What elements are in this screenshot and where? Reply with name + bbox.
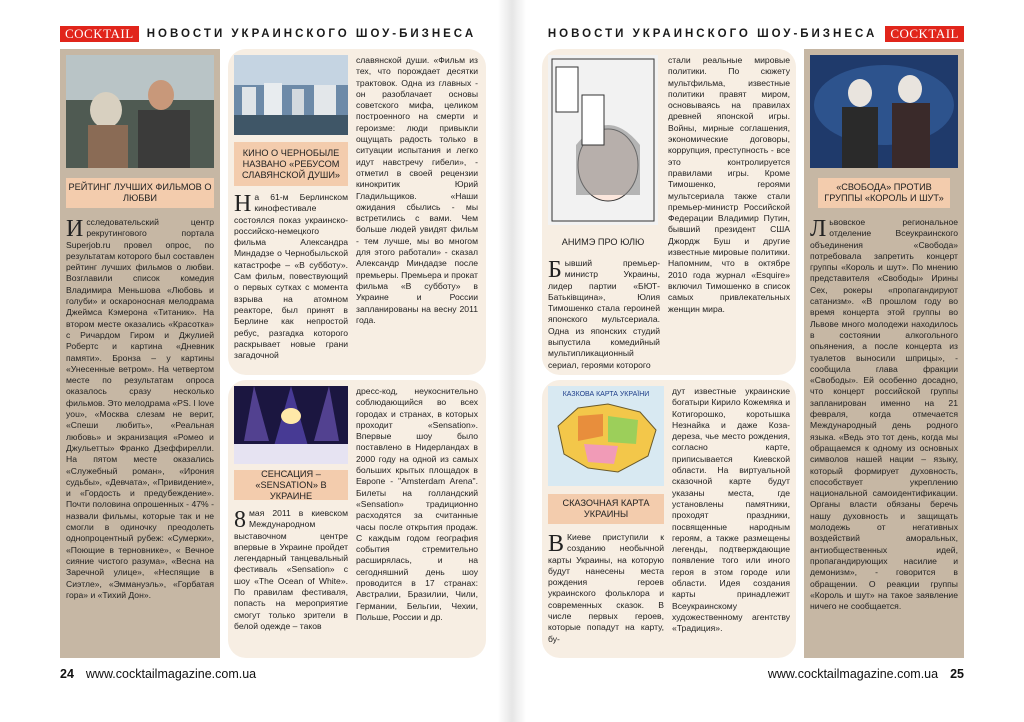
fairy-map-image [548,386,664,486]
fairy-map-text-a: В Киеве приступили к созданию необычной карты Украины, на которую будут нанесены места рождения героев украинского фольклора и современных сказок. В числе первых героев, которые попадут на карту, бу- [548,532,664,644]
sensation-caption: СЕНСАЦИЯ – «SENSATION» В УКРАИНЕ [234,470,348,500]
dropcap: И [66,217,84,242]
dropcap: Н [234,192,252,217]
band-photo [810,55,958,168]
dropcap: В [548,532,565,557]
band-caption: «СВОБОДА» ПРОТИВ ГРУППЫ «КОРОЛЬ И ШУТ» [818,178,950,208]
love-film-caption: РЕЙТИНГ ЛУЧШИХ ФИЛЬМОВ О ЛЮБВИ [66,178,214,208]
dropcap: 8 [234,508,246,533]
love-film-text: Исследовательский центр рекрутингового портала Superjob.ru провел опрос, по результатам которого был составлен рейтинг лучших фильмов о любви. Возглавили список комедия Владимира Меньшова «Любовь и голуби» и оскароносная мелодрама Джеймса Кэмерона «Титаник». На втором месте оказались «Красотка» с Ричардом Гиром и Джулией Робертс и картина «Дневник памяти». Бронза – у картины «Унесенные ветром». На четвертом месте по результатам опроса оказалось сразу несколько фильмов. Это мелодрама «PS. I love you», «Москва слезам не верит, «Спеши любить», «Реальная любовь» и экранизация «Ромео и Джульетты» Франко Дзеффирелли. На пятом месте оказались «Служебный роман», «Ирония судьбы», «Девчата», «Привидение», и «Гордость и предубеждение». Почти половина опрошенных - 47% - назвали фильмы, которые так и не смогли в одиночку преодолеть однопроцентный рубеж: «Сумерки», «Поющие в терновнике», « Вечное сияние чистого разума», «Весна на Заречной улице», «Неспящие в Сиэтле», «Эммануэль», «Горбатая гора» и «Тихий Дон». [66,217,214,600]
chernobyl-text-b: славянской души. «Фильм из тех, что порождает десятки трактовок. Одна из главных - он разоблачает основы советского мифа, целиком построенного на смерти и героизме: люди привыкли ощущать радость только в ситуации испытания и легко идут навстречу гибели», - отметил в своей рецензии кинокритик Юрий Гладильщиков. «Наши ожидания сбылись - мы встретились с вами. Чем больше людей увидят фильм - тем лучше, мы во многом для этого работали» - сказал Александр Миндадзе после премьеры. Премьера и прокат фильма «В субботу» в Украине и России запланированы на весну 2011 года. [356,55,478,325]
chernobyl-text-a: На 61-м Берлинском кинофестивале состоялся показ украинско-российско-немецкого фильма Александра Миндадзе о Чернобыльской катастрофе – «В субботу». Сам фильм, повествующий о первых сутках с момента взрыва на атомном реакторе, был принят в Берлине как непростой ребус, разгадка которого раскрывает новые грани загадочной [234,192,348,361]
page-number: 25 [950,667,964,681]
website-url: www.cocktailmagazine.com.ua [85,667,257,681]
header-left [60,26,484,42]
page-number: 24 [60,667,74,681]
love-film-photo [66,55,214,168]
sensation-text-b: дресс-код, неукоснительно соблюдающийся во всех городах и странах, в которых проходит «Sensation». Впервые шоу было поставлено в Нидерландах в 2000 году на одной из самых больших крытых площадок в Европе - "Amsterdam Arena". Билеты на голландский «Sensation» традиционно расходятся за считанные часы после открытия продаж. С каждым годом география события стремительно расширялась, и на сегодняшний день шоу проводится в 17 странах: Австралии, Бразилии, Чили, Германии, Бельгии, Чехии, Польше, России и др. [356,386,478,622]
section-title: НОВОСТИ УКРАИНСКОГО ШОУ-БИЗНЕСА [146,28,477,40]
sensation-text-a: 8 мая 2011 в киевском Международном выставочном центре впервые в Украине пройдет легендарный танцевальный фестиваль «Sensation» с шоу «The Ocean of White». По правилам фестиваля, попасть на мероприятие смогут только зрители в белой одежде – таков [234,508,348,631]
anime-text-a: Бывший премьер-министр Украины, лидер партии «БЮТ-Батьківщина», Юлия Тимошенко стала героиней японского мультсериала. Одна из японских студий выпустила комедийный мультипликационный сериал, героями которого [548,258,660,370]
dropcap: Л [810,217,827,242]
fairy-map-caption: СКАЗОЧНАЯ КАРТА УКРАИНЫ [548,494,664,524]
band-text: Львовское региональное отделение Всеукраинского объединения «Свобода» потребовала запретить концерт группы «Король и шут». По мнению представителя «Свободы» Ирины Сех, рокеры «пропагандируют сатанизм». «В прошлом году во время концерта этой группы во Львове много молодежи находилось в состоянии алкогольного опьянения, а после концерта из туалетов выносили шприцы», - сообщила глава фракции «Свободы». Ей особенно досадно, что концерт российской группы запланирован именно на 21 февраля, когда отмечается Международный день родного языка. «Ведь это тот день, когда мы обращаемся к одному из основных символов нашей нации – языку, который формирует духовность, способствует укреплению национальной самоидентификации. Органы власти обязаны беречь нашу духовность и защищать молодежь от негативных воздействий аморальных, антиобщественных идей, пропагандирующих насилие и демонизм», - говорится в обращении. О реакции группы «Король и шут» на такое заявление ничего не сообщается. [810,217,958,612]
dropcap: Б [548,258,562,283]
anime-caption: АНИМЭ ПРО ЮЛЮ [561,236,645,247]
footer-right [768,667,964,681]
anime-photo [548,55,658,225]
chernobyl-caption: КИНО О ЧЕРНОБЫЛЕ НАЗВАНО «РЕБУСОМ СЛАВЯНСКОЙ ДУШИ» [234,142,348,186]
fairy-map-text-b: дут известные украинские богатыри Кирило Кожемяка и Котигорошко, коротышка Незнайка и даже Коза-дереза, чье место рождения, согласно карте, приписывается Киевской области. На виртуальной сказочной карте будут указаны места, где установлены памятники, проходят праздники, посвященные народным героям, а также размещены легенды, подтверждающие появление того или иного героя в этом городе или области. Идея создания карты принадлежит Всеукраинскому художественному агентству «Традиция». [672,386,790,634]
section-title: НОВОСТИ УКРАИНСКОГО ШОУ-БИЗНЕСА [547,28,878,40]
sensation-photo [234,386,348,464]
chernobyl-photo [234,55,348,135]
footer-left [60,667,256,681]
brand-logo: COCKTAIL [885,26,964,42]
anime-text-b: стали реальные мировые политики. По сюжету мультфильма, известные политики правят миром, основываясь на правилах древней японской игры. Войны, мирные соглашения, экономические договоры, коррупция, преступность - все это контролируется правилами игры. Кроме Тимошенко, героями мультсериала также стали премьер-министр Российской Федерации Владимир Путин, бывший президент США Джордж Буш и другие известные мировые политики. Напомним, что в октябре 2010 года журнал «Esquire» включил Тимошенко в список самых привлекательных женщин мира. [668,55,790,314]
website-url: www.cocktailmagazine.com.ua [767,667,939,681]
brand-logo: COCKTAIL [60,26,139,42]
svg-text:КАЗКОВА КАРТА УКРАЇНИ: КАЗКОВА КАРТА УКРАЇНИ [562,391,650,398]
header-right [540,26,964,42]
